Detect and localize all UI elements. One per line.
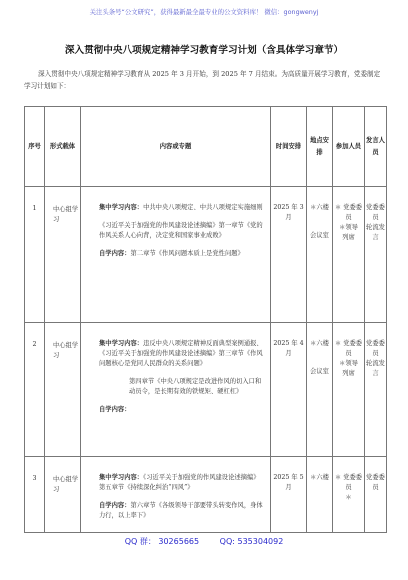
focus-label: 集中学习内容： [99,474,144,481]
table-row [25,187,387,323]
row-content [81,187,271,323]
table-header-row [25,107,387,187]
header-seq: 序号 [25,107,45,187]
place-line-2: 会议室 [310,232,329,239]
row-speaker [365,457,387,533]
header-content: 内容或专题 [81,107,271,187]
place-line-1: ＊六楼 [310,340,329,347]
table-row [25,457,387,533]
row-form: 中心组学习 [45,187,81,323]
focus-extra: 《习近平关于加强党的作风建设论述摘编》第一章节《党的作风关系人心向背，决定党和国家事业成败》 [99,222,263,239]
speaker-line-1: 党委委员 [366,204,385,221]
row-time: 2025 年 5 月 [271,457,307,533]
row-place [307,187,333,323]
row-people [333,323,365,457]
footer-contact [0,536,408,547]
place-line-1: ＊六楼 [310,204,329,211]
people-line-1: ＊ 党委委员 [334,340,363,357]
focus-label: 集中学习内容： [99,204,144,211]
people-line-1: ＊ 党委委员 [334,474,363,491]
row-content [81,323,271,457]
people-line-2: ＊ [345,494,352,501]
row-seq: 2 [25,323,45,457]
self-text: 第二章节《作风问题本质上是党性问题》 [130,250,244,257]
row-seq: 1 [25,187,45,323]
speaker-line-2: 轮流发言 [366,224,385,241]
people-line-3: 列席 [342,234,355,241]
place-line-2: 会议室 [310,368,329,375]
speaker-line-1: 党委委员 [366,340,385,357]
header-speaker: 发言人员 [365,107,387,187]
study-plan-table [24,106,387,533]
intro-paragraph: 深入贯彻中央八项规定精神学习教育从 2025 年 3 月开始，到 2025 年 7 月结束。为高质量开展学习教育，党委制定学习计划如下： [24,70,381,90]
row-place [307,457,333,533]
focus-text: 违反中央八项规定精神反面典型案例通报、《习近平关于加强党的作风建设论述摘编》第三章节《作风问题核心是党同人民群众的关系问题》 [99,340,263,367]
footer-qq: QQ: 535304092 [219,537,284,546]
table-row [25,323,387,457]
people-line-1: ＊ 党委委员 [334,204,363,221]
row-speaker [365,323,387,457]
place-line-1: ＊六楼 [310,474,329,481]
header-time: 时间安排 [271,107,307,187]
focus-text: 中共中央八项规定、中共八项规定实施细则 [143,204,263,211]
header-place: 地点安排 [307,107,333,187]
row-form: 中心组学习 [45,457,81,533]
people-line-2: ＊领导 [339,360,358,367]
footer-qq-group: QQ 群： 30265665 [124,537,200,546]
people-line-3: 列席 [342,370,355,377]
header-note: 关注头条号“公文研究”，获得最新最全最专业的公文资料库！ 微信：gongwenyj [89,8,319,16]
people-line-2: ＊领导 [339,224,358,231]
row-time: 2025 年 3 月 [271,187,307,323]
row-seq: 3 [25,457,45,533]
row-people [333,187,365,323]
self-text: 第六章节《各级领导干部要带头转变作风，身体力行，以上率下》 [99,502,263,519]
row-form: 中心组学习 [45,323,81,457]
header-people: 参加人员 [333,107,365,187]
document-title: 深入贯彻中央八项规定精神学习教育学习计划（含具体学习章节） [64,45,344,56]
focus-extra: 第四章节《中央八项规定是改进作风的切入口和动员令，是长期有效的铁规矩、硬杠杠》 [129,378,262,395]
row-people [333,457,365,533]
header-form: 形式载体 [45,107,81,187]
speaker-line-1: 党委委员 [366,474,385,491]
self-label: 自学内容： [99,250,131,257]
row-content [81,457,271,533]
self-label: 自学内容： [99,502,131,509]
speaker-line-2: 轮流发言 [366,360,385,377]
focus-label: 集中学习内容： [99,340,144,347]
row-speaker [365,187,387,323]
row-time: 2025 年 4 月 [271,323,307,457]
row-place [307,323,333,457]
focus-text: 《习近平关于加强党的作风建设论述摘编》第五章节《持续深化纠治“四风”》 [99,474,260,491]
self-label: 自学内容： [99,406,131,413]
